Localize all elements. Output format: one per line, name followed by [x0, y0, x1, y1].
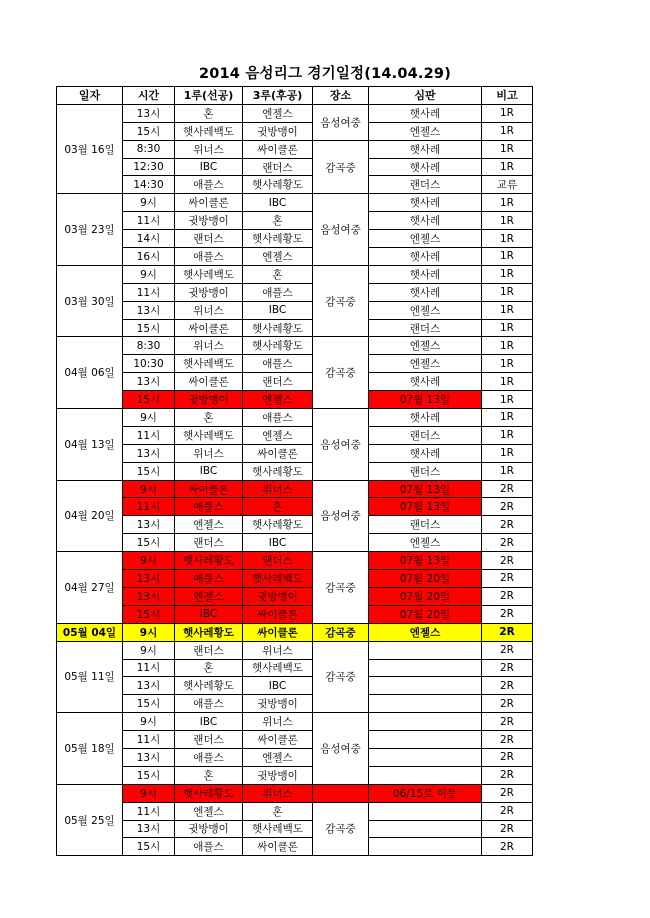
table-row [57, 534, 533, 552]
third-base-team-cell: 햇사레백도 [243, 820, 313, 838]
time-cell: 16시 [123, 248, 175, 266]
date-cell: 04월 27일 [57, 552, 123, 624]
umpire-cell [369, 838, 482, 856]
table-row [57, 444, 533, 462]
note-cell: 1R [482, 158, 533, 176]
umpire-cell: 햇사레 [369, 265, 482, 283]
umpire-cell: 엔젤스 [369, 301, 482, 319]
time-cell: 9시 [123, 784, 175, 802]
third-base-team-cell: 애플스 [243, 283, 313, 301]
time-cell: 15시 [123, 122, 175, 140]
third-base-team-cell: 위너스 [243, 713, 313, 731]
first-base-team-cell: IBC [175, 605, 243, 623]
time-cell: 13시 [123, 373, 175, 391]
table-row [57, 462, 533, 480]
third-base-team-cell: 랜더스 [243, 552, 313, 570]
note-cell: 1R [482, 265, 533, 283]
time-cell: 9시 [123, 480, 175, 498]
time-cell: 13시 [123, 748, 175, 766]
note-cell: 2R [482, 605, 533, 623]
venue-cell: 감곡중 [313, 552, 369, 624]
third-base-team-cell: 햇사레백도 [243, 659, 313, 677]
first-base-team-cell: 싸이클론 [175, 194, 243, 212]
page-title: 2014 음성리그 경기일정(14.04.29) [198, 66, 452, 82]
note-cell: 2R [482, 820, 533, 838]
note-cell: 2R [482, 623, 533, 641]
third-base-team-cell: 싸이클론 [243, 140, 313, 158]
time-cell: 11시 [123, 283, 175, 301]
third-base-team-cell: 혼 [243, 212, 313, 230]
time-cell: 15시 [123, 605, 175, 623]
note-cell: 1R [482, 373, 533, 391]
first-base-team-cell: 위너스 [175, 301, 243, 319]
time-cell: 9시 [123, 641, 175, 659]
third-base-team-cell: IBC [243, 534, 313, 552]
note-cell: 교류 [482, 176, 533, 194]
time-cell: 11시 [123, 802, 175, 820]
time-cell: 13시 [123, 677, 175, 695]
note-cell: 1R [482, 337, 533, 355]
umpire-cell [369, 641, 482, 659]
time-cell: 12:30 [123, 158, 175, 176]
note-cell: 2R [482, 587, 533, 605]
table-row [57, 731, 533, 749]
third-base-team-cell: 엔젤스 [243, 104, 313, 122]
table-row [57, 355, 533, 373]
note-cell: 1R [482, 319, 533, 337]
date-cell: 04월 06일 [57, 337, 123, 409]
note-cell: 1R [482, 444, 533, 462]
umpire-cell [369, 731, 482, 749]
table-row [57, 283, 533, 301]
first-base-team-cell: 싸이클론 [175, 319, 243, 337]
umpire-cell: 07월 13일 [369, 480, 482, 498]
note-cell: 1R [482, 122, 533, 140]
venue-cell: 음성여중 [313, 409, 369, 481]
note-cell: 2R [482, 713, 533, 731]
table-row [57, 838, 533, 856]
header-date: 일자 [57, 87, 123, 105]
note-cell: 1R [482, 355, 533, 373]
umpire-cell [369, 820, 482, 838]
venue-cell: 감곡중 [313, 641, 369, 713]
first-base-team-cell: 엔젤스 [175, 516, 243, 534]
first-base-team-cell: 위너스 [175, 140, 243, 158]
third-base-team-cell: 혼 [243, 802, 313, 820]
note-cell: 2R [482, 641, 533, 659]
first-base-team-cell: 귓방맹이 [175, 212, 243, 230]
third-base-team-cell: IBC [243, 301, 313, 319]
note-cell: 1R [482, 104, 533, 122]
table-row [57, 265, 533, 283]
time-cell: 13시 [123, 444, 175, 462]
table-row [57, 230, 533, 248]
table-row [57, 301, 533, 319]
umpire-cell: 엔젤스 [369, 534, 482, 552]
note-cell: 1R [482, 391, 533, 409]
third-base-team-cell: 위너스 [243, 641, 313, 659]
time-cell: 13시 [123, 104, 175, 122]
first-base-team-cell: 햇사레백도 [175, 122, 243, 140]
umpire-cell: 햇사레 [369, 104, 482, 122]
first-base-team-cell: 혼 [175, 659, 243, 677]
venue-cell: 감곡중 [313, 265, 369, 337]
third-base-team-cell: 랜더스 [243, 373, 313, 391]
third-base-team-cell: 위너스 [243, 784, 313, 802]
time-cell: 13시 [123, 301, 175, 319]
note-cell: 2R [482, 695, 533, 713]
umpire-cell: 07월 13일 [369, 391, 482, 409]
venue-cell: 음성여중 [313, 104, 369, 140]
first-base-team-cell: 애플스 [175, 695, 243, 713]
date-cell: 04월 13일 [57, 409, 123, 481]
third-base-team-cell: 햇사레황도 [243, 516, 313, 534]
first-base-team-cell: 햇사레백도 [175, 426, 243, 444]
first-base-team-cell: 혼 [175, 409, 243, 427]
umpire-cell [369, 695, 482, 713]
first-base-team-cell: 싸이클론 [175, 480, 243, 498]
first-base-team-cell: 랜더스 [175, 534, 243, 552]
umpire-cell: 햇사레 [369, 373, 482, 391]
header-row [57, 87, 533, 105]
note-cell: 1R [482, 462, 533, 480]
note-cell: 2R [482, 570, 533, 588]
umpire-cell: 07월 20일 [369, 570, 482, 588]
time-cell: 11시 [123, 212, 175, 230]
first-base-team-cell: 엔젤스 [175, 802, 243, 820]
header-time: 시간 [123, 87, 175, 105]
third-base-team-cell: 햇사레황도 [243, 230, 313, 248]
umpire-cell: 07월 20일 [369, 605, 482, 623]
third-base-team-cell: 엔젤스 [243, 426, 313, 444]
table-row [57, 802, 533, 820]
umpire-cell: 랜더스 [369, 426, 482, 444]
third-base-team-cell: 엔젤스 [243, 391, 313, 409]
venue-cell [313, 784, 369, 802]
time-cell: 15시 [123, 838, 175, 856]
date-cell: 05월 04일 [57, 623, 123, 641]
table-row [57, 158, 533, 176]
table-row [57, 623, 533, 641]
third-base-team-cell: 랜더스 [243, 158, 313, 176]
third-base-team-cell: IBC [243, 194, 313, 212]
first-base-team-cell: 애플스 [175, 838, 243, 856]
time-cell: 15시 [123, 766, 175, 784]
table-row [57, 552, 533, 570]
time-cell: 15시 [123, 695, 175, 713]
time-cell: 13시 [123, 516, 175, 534]
time-cell: 15시 [123, 319, 175, 337]
umpire-cell: 햇사레 [369, 444, 482, 462]
note-cell: 2R [482, 552, 533, 570]
table-row [57, 820, 533, 838]
time-cell: 14시 [123, 230, 175, 248]
third-base-team-cell: 햇사레백도 [243, 570, 313, 588]
note-cell: 2R [482, 748, 533, 766]
note-cell: 2R [482, 534, 533, 552]
umpire-cell: 엔젤스 [369, 122, 482, 140]
third-base-team-cell: 혼 [243, 265, 313, 283]
note-cell: 1R [482, 409, 533, 427]
date-cell: 05월 25일 [57, 784, 123, 856]
table-row [57, 677, 533, 695]
third-base-team-cell: 귓방맹이 [243, 122, 313, 140]
first-base-team-cell: 위너스 [175, 337, 243, 355]
table-row [57, 122, 533, 140]
time-cell: 13시 [123, 587, 175, 605]
table-row [57, 248, 533, 266]
time-cell: 9시 [123, 265, 175, 283]
umpire-cell: 햇사레 [369, 158, 482, 176]
table-row [57, 480, 533, 498]
table-row [57, 587, 533, 605]
table-row [57, 784, 533, 802]
note-cell: 2R [482, 498, 533, 516]
venue-cell: 음성여중 [313, 194, 369, 266]
date-cell: 04월 20일 [57, 480, 123, 552]
first-base-team-cell: 위너스 [175, 444, 243, 462]
venue-cell: 음성여중 [313, 713, 369, 785]
first-base-team-cell: 엔젤스 [175, 587, 243, 605]
date-cell: 05월 11일 [57, 641, 123, 713]
third-base-team-cell: 엔젤스 [243, 748, 313, 766]
third-base-team-cell: 싸이클론 [243, 731, 313, 749]
table-row [57, 373, 533, 391]
table-row [57, 319, 533, 337]
date-cell: 03월 23일 [57, 194, 123, 266]
table-row [57, 713, 533, 731]
time-cell: 9시 [123, 194, 175, 212]
first-base-team-cell: 햇사레황도 [175, 623, 243, 641]
third-base-team-cell: 싸이클론 [243, 444, 313, 462]
umpire-cell: 06/15로 이동 [369, 784, 482, 802]
venue-cell: 감곡중 [313, 337, 369, 409]
time-cell: 11시 [123, 731, 175, 749]
note-cell: 2R [482, 659, 533, 677]
first-base-team-cell: IBC [175, 713, 243, 731]
first-base-team-cell: 혼 [175, 104, 243, 122]
time-cell: 15시 [123, 534, 175, 552]
header-first-base: 1루(선공) [175, 87, 243, 105]
note-cell: 2R [482, 480, 533, 498]
umpire-cell [369, 766, 482, 784]
umpire-cell: 랜더스 [369, 516, 482, 534]
umpire-cell: 랜더스 [369, 176, 482, 194]
umpire-cell [369, 659, 482, 677]
first-base-team-cell: 혼 [175, 766, 243, 784]
note-cell: 1R [482, 212, 533, 230]
third-base-team-cell: 햇사레황도 [243, 462, 313, 480]
umpire-cell: 햇사레 [369, 409, 482, 427]
umpire-cell [369, 802, 482, 820]
note-cell: 1R [482, 140, 533, 158]
venue-cell: 음성여중 [313, 480, 369, 552]
umpire-cell: 엔젤스 [369, 355, 482, 373]
header-umpire: 심판 [369, 87, 482, 105]
time-cell: 9시 [123, 623, 175, 641]
umpire-cell: 엔젤스 [369, 623, 482, 641]
table-row [57, 140, 533, 158]
date-cell: 03월 30일 [57, 265, 123, 337]
first-base-team-cell: 랜더스 [175, 230, 243, 248]
third-base-team-cell: 햇사레황도 [243, 319, 313, 337]
umpire-cell: 햇사레 [369, 140, 482, 158]
schedule-table [56, 86, 533, 856]
date-cell: 03월 16일 [57, 104, 123, 193]
third-base-team-cell: 엔젤스 [243, 248, 313, 266]
third-base-team-cell: 싸이클론 [243, 838, 313, 856]
umpire-cell: 엔젤스 [369, 230, 482, 248]
time-cell: 11시 [123, 498, 175, 516]
table-row [57, 194, 533, 212]
first-base-team-cell: 귓방맹이 [175, 283, 243, 301]
third-base-team-cell: 애플스 [243, 409, 313, 427]
table-row [57, 212, 533, 230]
first-base-team-cell: 랜더스 [175, 641, 243, 659]
venue-cell: 감곡중 [313, 623, 369, 641]
note-cell: 1R [482, 248, 533, 266]
date-cell: 05월 18일 [57, 713, 123, 785]
time-cell: 11시 [123, 659, 175, 677]
time-cell: 13시 [123, 570, 175, 588]
table-row [57, 409, 533, 427]
table-row [57, 498, 533, 516]
table-row [57, 570, 533, 588]
table-row [57, 337, 533, 355]
first-base-team-cell: 애플스 [175, 748, 243, 766]
umpire-cell: 07월 13일 [369, 498, 482, 516]
third-base-team-cell: 귓방맹이 [243, 695, 313, 713]
time-cell: 11시 [123, 426, 175, 444]
umpire-cell: 햇사레 [369, 194, 482, 212]
umpire-cell: 07월 13일 [369, 552, 482, 570]
time-cell: 10:30 [123, 355, 175, 373]
note-cell: 2R [482, 677, 533, 695]
header-note: 비고 [482, 87, 533, 105]
third-base-team-cell: 귓방맹이 [243, 587, 313, 605]
table-row [57, 748, 533, 766]
third-base-team-cell: 햇사레황도 [243, 176, 313, 194]
time-cell: 8:30 [123, 337, 175, 355]
first-base-team-cell: 햇사레황도 [175, 784, 243, 802]
table-row [57, 766, 533, 784]
first-base-team-cell: 랜더스 [175, 731, 243, 749]
first-base-team-cell: IBC [175, 158, 243, 176]
first-base-team-cell: 햇사레백도 [175, 265, 243, 283]
first-base-team-cell: 애플스 [175, 176, 243, 194]
table-row [57, 426, 533, 444]
third-base-team-cell: 귓방맹이 [243, 766, 313, 784]
time-cell: 15시 [123, 391, 175, 409]
third-base-team-cell: 싸이클론 [243, 605, 313, 623]
third-base-team-cell: 위너스 [243, 480, 313, 498]
time-cell: 9시 [123, 552, 175, 570]
first-base-team-cell: 애플스 [175, 248, 243, 266]
first-base-team-cell: 햇사레황도 [175, 677, 243, 695]
first-base-team-cell: 햇사레백도 [175, 355, 243, 373]
table-row [57, 695, 533, 713]
first-base-team-cell: 싸이클론 [175, 373, 243, 391]
third-base-team-cell: 싸이클론 [243, 623, 313, 641]
table-row [57, 176, 533, 194]
umpire-cell: 햇사레 [369, 283, 482, 301]
header-third-base: 3루(후공) [243, 87, 313, 105]
venue-cell: 감곡중 [313, 802, 369, 856]
table-row [57, 104, 533, 122]
note-cell: 1R [482, 283, 533, 301]
umpire-cell: 랜더스 [369, 319, 482, 337]
table-row [57, 516, 533, 534]
first-base-team-cell: 햇사레황도 [175, 552, 243, 570]
umpire-cell [369, 677, 482, 695]
first-base-team-cell: IBC [175, 462, 243, 480]
umpire-cell [369, 748, 482, 766]
note-cell: 2R [482, 731, 533, 749]
time-cell: 8:30 [123, 140, 175, 158]
note-cell: 2R [482, 784, 533, 802]
first-base-team-cell: 귓방맹이 [175, 391, 243, 409]
umpire-cell [369, 713, 482, 731]
note-cell: 1R [482, 230, 533, 248]
table-row [57, 605, 533, 623]
table-row [57, 391, 533, 409]
first-base-team-cell: 귓방맹이 [175, 820, 243, 838]
note-cell: 2R [482, 516, 533, 534]
time-cell: 9시 [123, 409, 175, 427]
first-base-team-cell: 애플스 [175, 570, 243, 588]
time-cell: 14:30 [123, 176, 175, 194]
note-cell: 2R [482, 838, 533, 856]
umpire-cell: 햇사레 [369, 212, 482, 230]
note-cell: 2R [482, 802, 533, 820]
third-base-team-cell: IBC [243, 677, 313, 695]
note-cell: 2R [482, 766, 533, 784]
third-base-team-cell: 혼 [243, 498, 313, 516]
time-cell: 15시 [123, 462, 175, 480]
note-cell: 1R [482, 301, 533, 319]
umpire-cell: 07월 20일 [369, 587, 482, 605]
third-base-team-cell: 애플스 [243, 355, 313, 373]
venue-cell: 감곡중 [313, 140, 369, 194]
table-row [57, 641, 533, 659]
time-cell: 13시 [123, 820, 175, 838]
umpire-cell: 엔젤스 [369, 337, 482, 355]
header-venue: 장소 [313, 87, 369, 105]
schedule-body [57, 104, 533, 855]
third-base-team-cell: 햇사레황도 [243, 337, 313, 355]
note-cell: 1R [482, 194, 533, 212]
first-base-team-cell: 애플스 [175, 498, 243, 516]
time-cell: 9시 [123, 713, 175, 731]
umpire-cell: 햇사레 [369, 248, 482, 266]
umpire-cell: 랜더스 [369, 462, 482, 480]
note-cell: 1R [482, 426, 533, 444]
table-row [57, 659, 533, 677]
